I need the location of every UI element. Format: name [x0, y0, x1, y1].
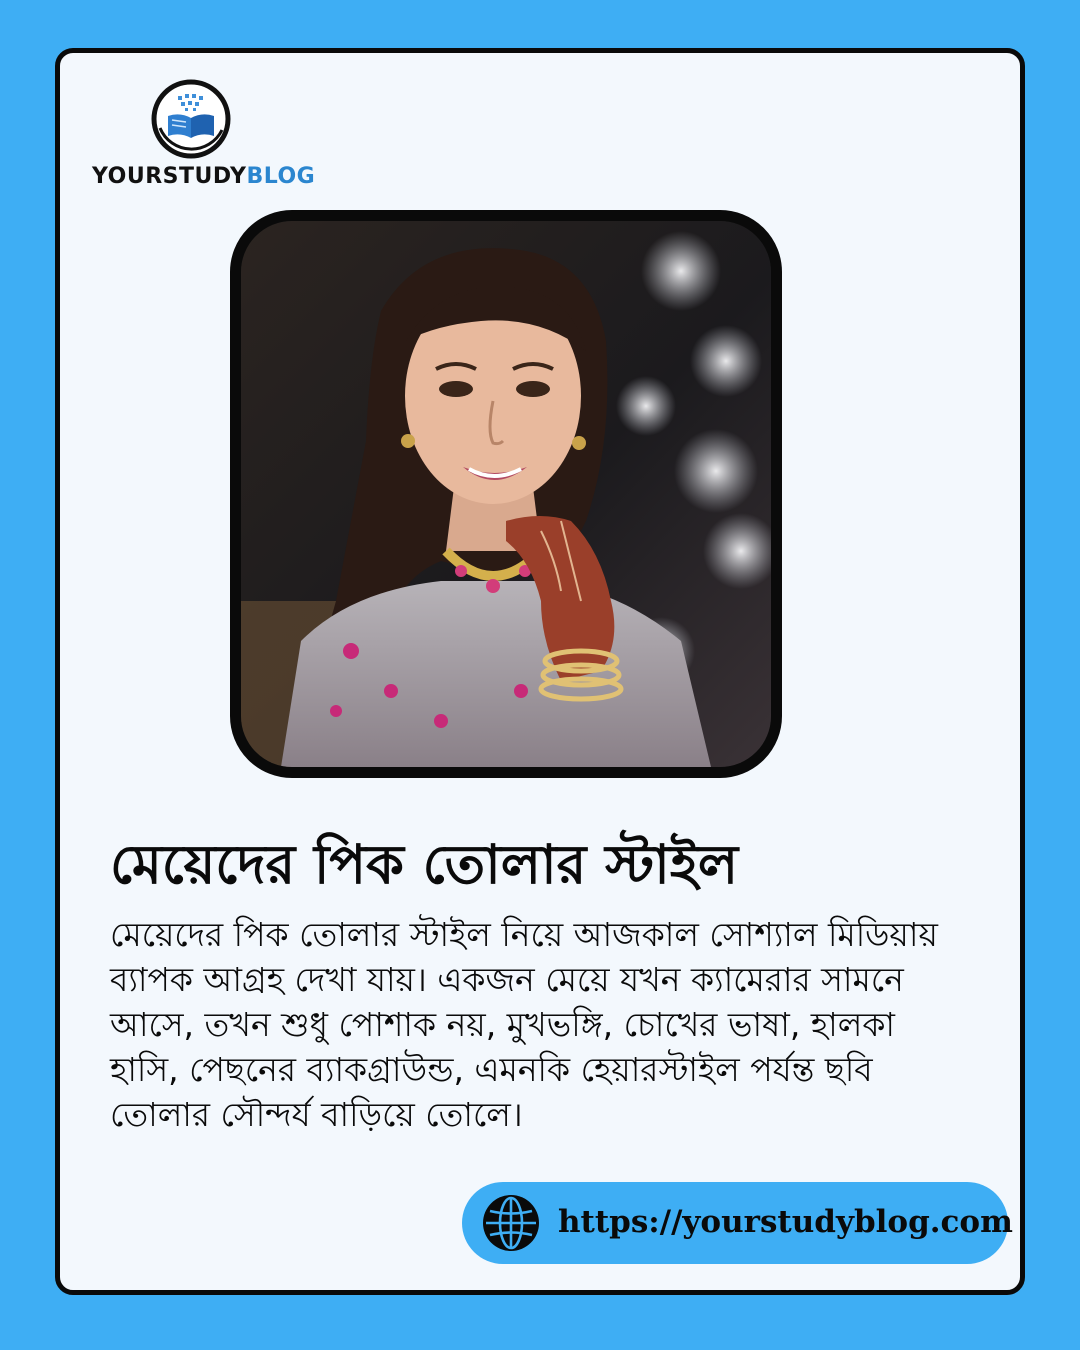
globe-icon — [482, 1194, 540, 1252]
open-book-icon — [150, 78, 232, 160]
brand-logo[interactable] — [92, 78, 332, 193]
brand-name — [92, 164, 332, 189]
website-link[interactable] — [462, 1182, 1013, 1264]
brand-name-part2: BLOG — [246, 164, 316, 189]
portrait-photo — [230, 210, 782, 778]
brand-name-part1: YOURSTUDY — [92, 164, 247, 189]
post-body: মেয়েদের পিক তোলার স্টাইল নিয়ে আজকাল সোশ্যাল মিডিয়ায় ব্যাপক আগ্রহ দেখা যায়। একজন মেয়ে যখন ক্যামেরার সামনে আসে, তখন শুধু পোশাক নয়, মুখভঙ্গি, চোখের ভাষা, হালকা হাসি, পেছনের ব্যাকগ্রাউন্ড, এমনকি হেয়ারস্টাইল পর্যন্ত ছবি তোলার সৌন্দর্য বাড়িয়ে তোলে। — [110, 915, 938, 1134]
post-title: মেয়েদের পিক তোলার স্টাইল — [110, 833, 739, 896]
website-url[interactable]: https://yourstudyblog.com — [558, 1204, 1013, 1240]
